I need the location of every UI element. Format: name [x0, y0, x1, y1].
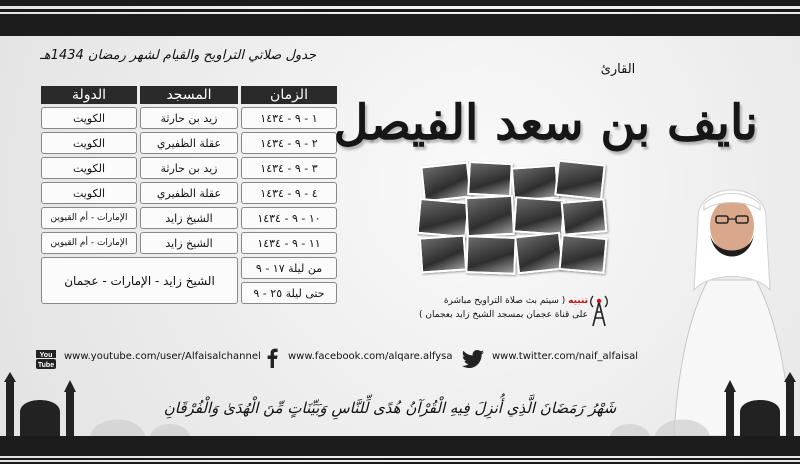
notice-line2: على قناة عجمان بمسجد الشيخ زايد بعجمان )	[419, 310, 588, 320]
bottom-band-line	[0, 458, 800, 460]
twitter-link[interactable]: www.twitter.com/naif_alfaisal	[492, 351, 638, 362]
youtube-badge-top: You	[39, 352, 53, 359]
row-mosque: عقلة الظفيري	[140, 132, 238, 154]
collage-photo	[467, 161, 513, 197]
table-row	[41, 107, 337, 129]
schedule-header-row	[41, 86, 337, 104]
row-mosque: زيد بن حارثة	[140, 157, 238, 179]
collage-photo	[561, 198, 608, 236]
row-country: الكويت	[41, 107, 137, 129]
row-mosque: زيد بن حارثة	[140, 107, 238, 129]
table-row	[41, 207, 337, 229]
reciter-name: نايف بن سعد الفيصل	[333, 95, 758, 151]
schedule-table	[38, 83, 340, 307]
row-country: الكويت	[41, 132, 137, 154]
row-date: ٢ - ٩ - ١٤٣٤	[241, 132, 337, 154]
row-date-from: من ليلة ١٧ - ٩	[241, 257, 337, 279]
row-date: ١١ - ٩ - ١٤٣٤	[241, 232, 337, 254]
row-country: الإمارات - أم القيوين	[41, 232, 137, 254]
broadcast-notice	[378, 294, 588, 322]
row-mosque: الشيخ زايد	[140, 232, 238, 254]
collage-photo	[559, 234, 608, 274]
facebook-icon[interactable]	[266, 348, 278, 368]
table-row-final-from	[41, 257, 337, 279]
youtube-icon[interactable]	[36, 350, 56, 370]
row-country: الكويت	[41, 182, 137, 204]
row-date: ١٠ - ٩ - ١٤٣٤	[241, 207, 337, 229]
row-country: الإمارات - أم القيوين	[41, 207, 137, 229]
row-final-location: الشيخ زايد - الإمارات - عجمان	[41, 257, 238, 304]
twitter-bird-icon[interactable]	[462, 350, 484, 368]
top-band-line	[0, 9, 800, 12]
quran-verse: شَهْرُ رَمَضَانَ الَّذِي أُنزِلَ فِيهِ الْقُرْآنُ هُدًى لِّلنَّاسِ وَبَيِّنَاتٍ مِّنَ الْهُدَىٰ وَالْفُرْقَانِ	[163, 399, 617, 417]
row-date: ١ - ٩ - ١٤٣٤	[241, 107, 337, 129]
notice-line1-text: ( سيتم بث صلاة التراويح مباشرة	[443, 296, 566, 306]
row-mosque: عقلة الظفيري	[140, 182, 238, 204]
notice-line1	[378, 294, 588, 308]
row-mosque: الشيخ زايد	[140, 207, 238, 229]
broadcast-tower-icon	[588, 292, 610, 328]
table-row	[41, 232, 337, 254]
youtube-link[interactable]: www.youtube.com/user/Alfaisalchannel	[64, 351, 261, 362]
top-band-thick	[0, 14, 800, 36]
bottom-band-thick	[0, 436, 800, 456]
notice-prefix: تنبيه	[568, 296, 588, 306]
collage-photo	[465, 195, 515, 237]
collage-photo	[514, 232, 564, 275]
table-row	[41, 132, 337, 154]
collage-photo	[554, 160, 606, 201]
collage-photo	[419, 234, 467, 273]
reciter-label: القارئ	[600, 62, 636, 77]
header-time: الزمان	[241, 86, 337, 104]
row-date-to: حتى ليلة ٢٥ - ٩	[241, 282, 337, 304]
facebook-link[interactable]: www.facebook.com/alqare.alfysa	[288, 351, 453, 362]
row-date: ٣ - ٩ - ١٤٣٤	[241, 157, 337, 179]
youtube-badge-bottom: Tube	[37, 362, 55, 369]
collage-photo	[513, 196, 565, 235]
table-row	[41, 182, 337, 204]
collage-photo	[420, 162, 472, 203]
collage-photo	[465, 235, 516, 275]
schedule-title: جدول صلاتي التراويح والقيام لشهر رمضان 1434هـ	[40, 48, 317, 63]
header-mosque: المسجد	[140, 86, 238, 104]
top-band-thin	[0, 0, 800, 6]
table-row	[41, 157, 337, 179]
mosque-photo-collage	[416, 160, 606, 278]
header-country: الدولة	[41, 86, 137, 104]
row-country: الكويت	[41, 157, 137, 179]
collage-photo	[417, 198, 470, 238]
row-date: ٤ - ٩ - ١٤٣٤	[241, 182, 337, 204]
